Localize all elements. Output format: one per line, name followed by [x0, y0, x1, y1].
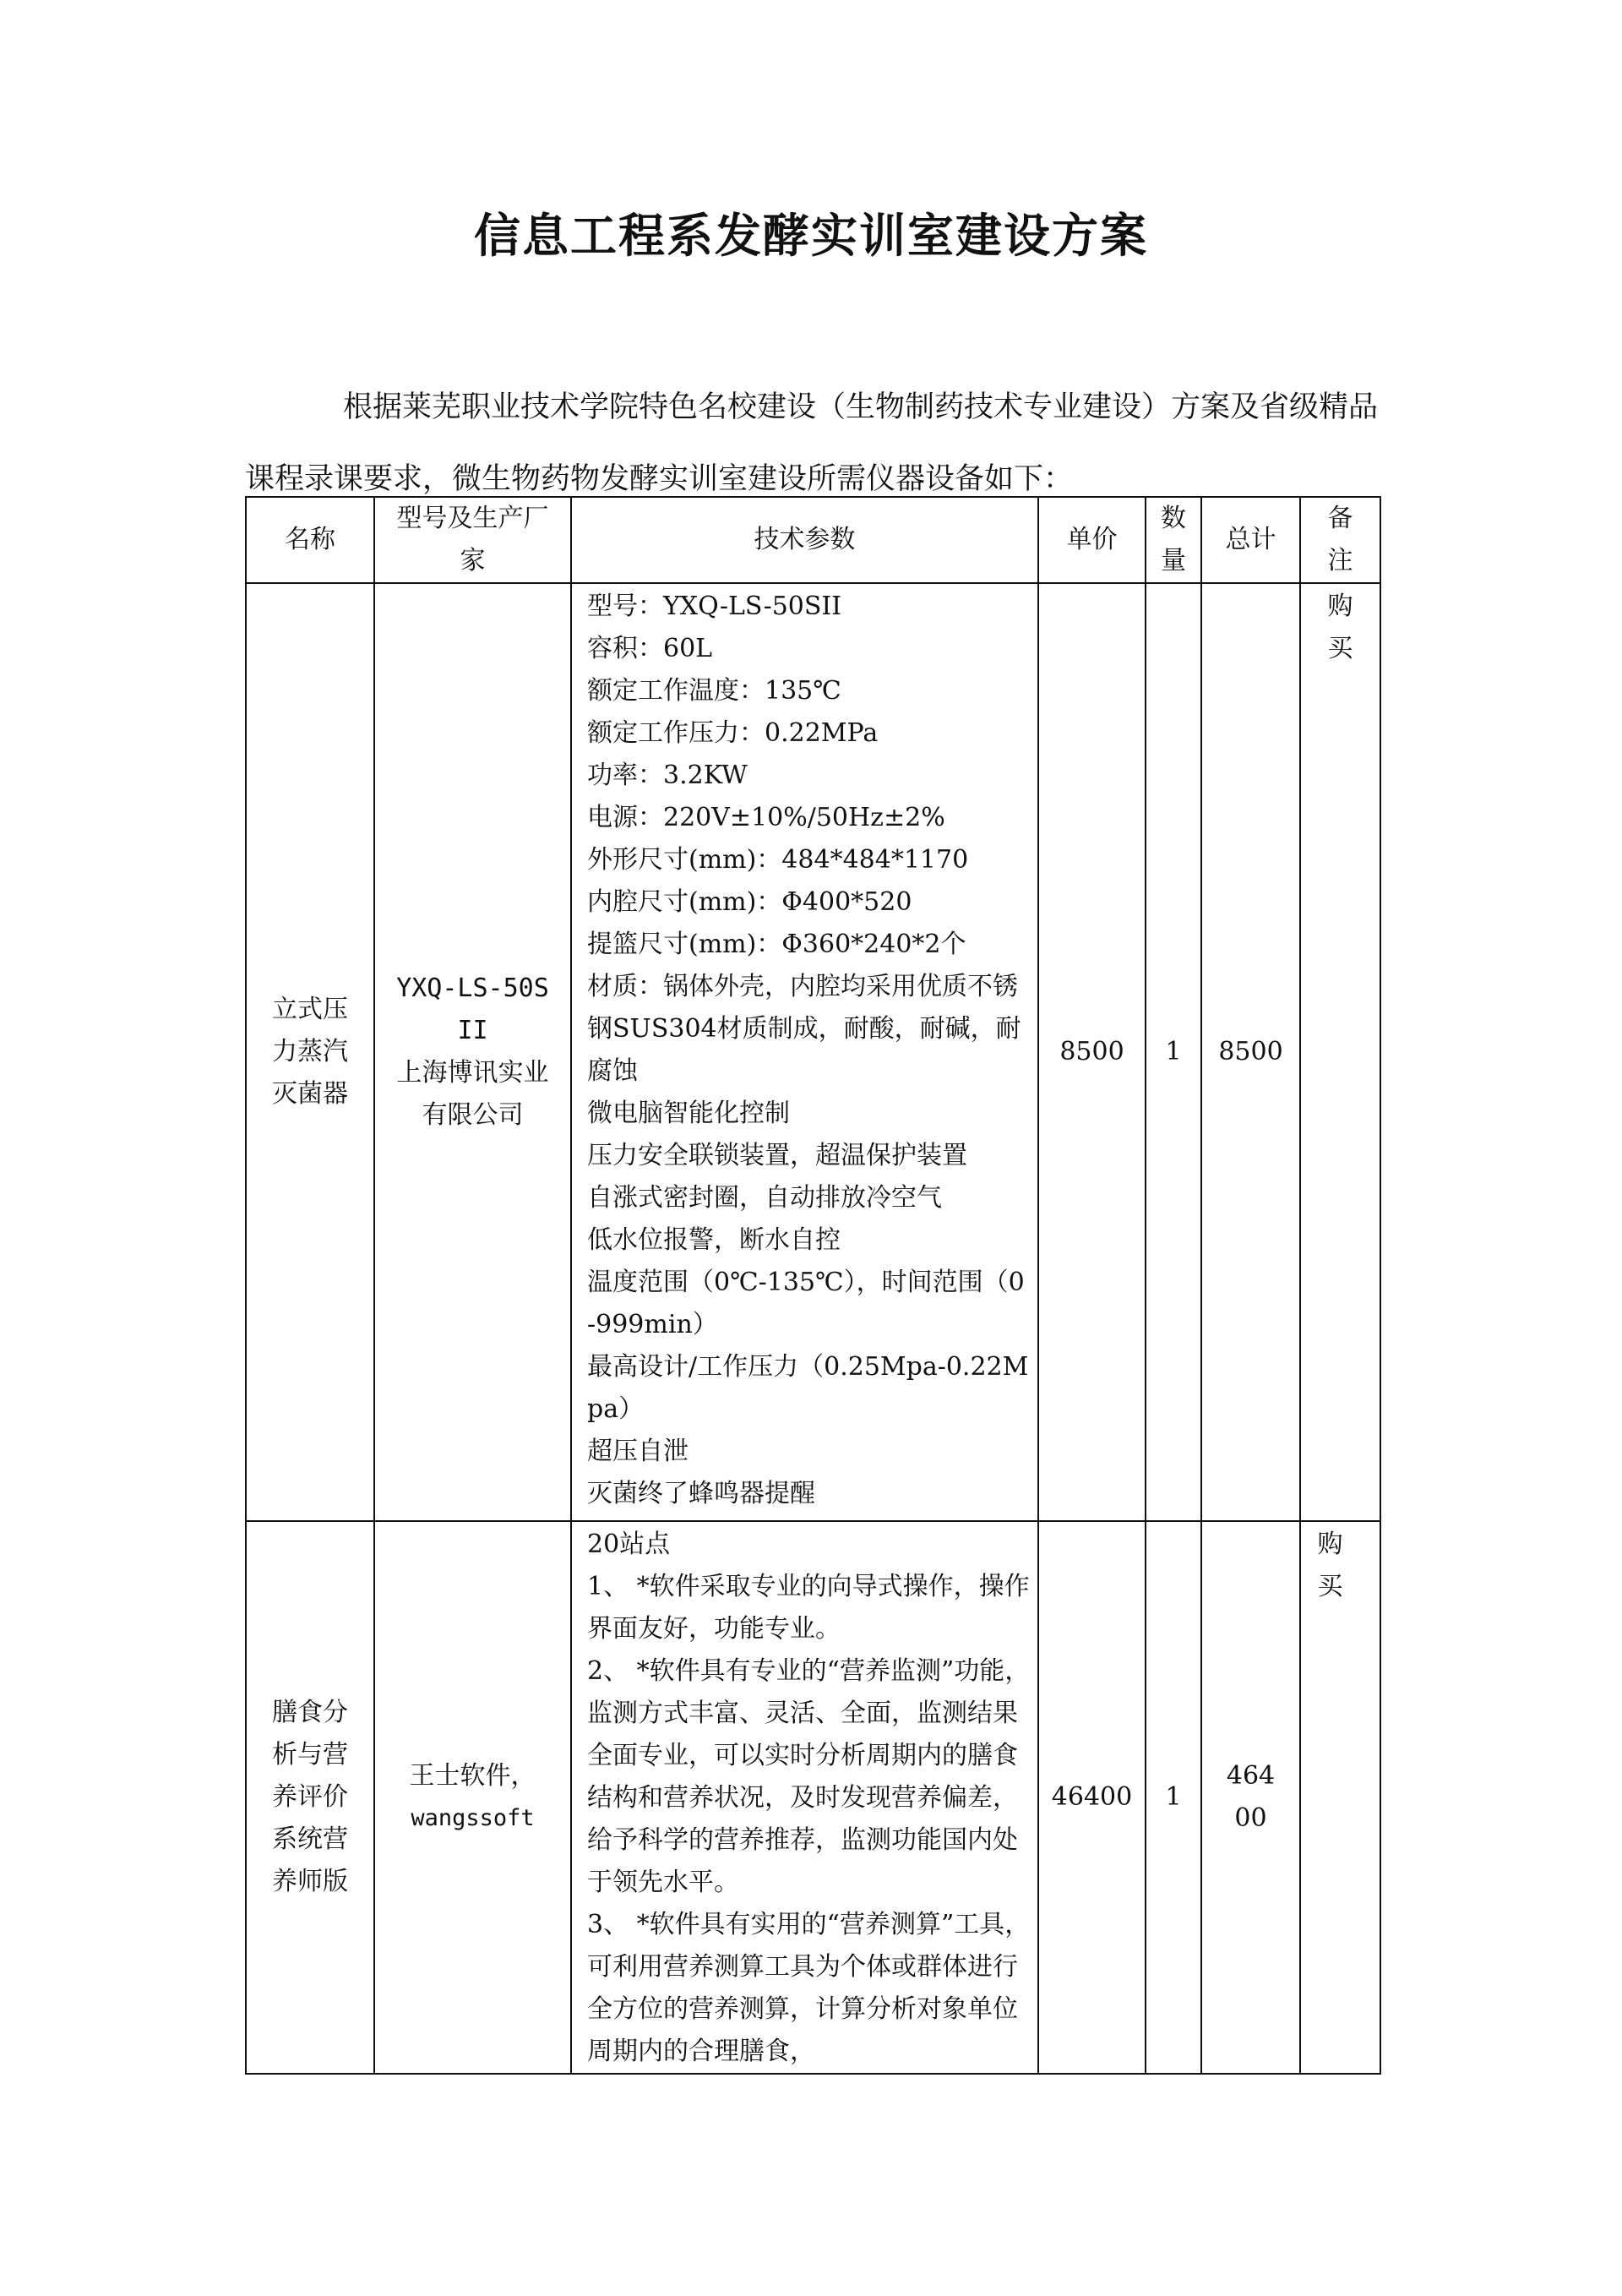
param-line: 压力安全联锁装置，超温保护装置	[587, 1141, 967, 1170]
item-maker: 上海博讯实业有限公司	[396, 1058, 549, 1130]
param-line: 微电脑智能化控制	[587, 1099, 790, 1128]
param-line: 内腔尺寸(mm)：Φ400*520	[587, 887, 912, 917]
item-name: 膳食分析与营养评价系统营养师版	[246, 1521, 374, 2074]
item-total: 8500	[1201, 583, 1300, 1521]
item-note: 购买	[1300, 1521, 1380, 2074]
table-header-row	[246, 497, 1380, 583]
intro-paragraph: 根据莱芜职业技术学院特色名校建设（生物制药技术专业建设）方案及省级精品课程录课要求，微生物药物发酵实训室建设所需仪器设备如下：	[245, 390, 1379, 496]
item-unit-price: 46400	[1038, 1521, 1146, 2074]
param-line: 最高设计/工作压力（0.25Mpa-0.22Mpa）	[587, 1352, 1029, 1424]
param-line: 3、 *软件具有实用的“营养测算”工具，可利用营养测算工具为个体或群体进行全方位的营养测算，计算分析对象单位周期内的合理膳食，	[587, 1910, 1031, 2066]
item-name: 立式压力蒸汽灭菌器	[246, 583, 374, 1521]
item-total: 46400	[1201, 1521, 1300, 2074]
param-line: 容积：60L	[587, 634, 713, 663]
header-quantity: 数量	[1146, 497, 1201, 583]
header-model: 型号及生产厂家	[374, 497, 571, 583]
item-note: 购买	[1300, 583, 1380, 1521]
header-unit-price: 单价	[1038, 497, 1146, 583]
param-line: 20站点	[587, 1530, 671, 1559]
header-note: 备注	[1300, 497, 1380, 583]
item-params	[571, 583, 1038, 1521]
item-quantity: 1	[1146, 1521, 1201, 2074]
document-title: 信息工程系发酵实训室建设方案	[473, 208, 1148, 263]
param-line: 超压自泄	[587, 1437, 689, 1466]
param-line: 功率：3.2KW	[587, 761, 748, 790]
header-name: 名称	[246, 497, 374, 583]
item-maker: wangssoft	[411, 1805, 535, 1831]
param-line: 1、 *软件采取专业的向导式操作，操作界面友好，功能专业。	[587, 1572, 1030, 1644]
item-model-number: 王士软件，	[409, 1761, 536, 1791]
param-line: 电源：220V±10%/50Hz±2%	[587, 803, 945, 832]
param-line: 温度范围（0℃-135℃），时间范围（0-999min）	[587, 1268, 1025, 1339]
item-model-number: YXQ-LS-50SII	[396, 973, 549, 1045]
param-line: 外形尺寸(mm)：484*484*1170	[587, 845, 969, 875]
item-quantity: 1	[1146, 583, 1201, 1521]
param-line: 提篮尺寸(mm)：Φ360*240*2个	[587, 930, 966, 959]
item-params	[571, 1521, 1038, 2074]
item-unit-price: 8500	[1038, 583, 1146, 1521]
item-model	[374, 1521, 571, 2074]
table-row	[246, 1521, 1380, 2074]
header-params: 技术参数	[571, 497, 1038, 583]
param-line: 材质：锅体外壳，内腔均采用优质不锈钢SUS304材质制成，耐酸，耐碱，耐腐蚀	[587, 972, 1021, 1086]
item-model	[374, 583, 571, 1521]
header-total: 总计	[1201, 497, 1300, 583]
param-line: 2、 *软件具有专业的“营养监测”功能，监测方式丰富、灵活、全面，监测结果全面专业，可以实时分析周期内的膳食结构和营养状况，及时发现营养偏差，给予科学的营养推荐，监测功能国内处于领先水平。	[587, 1656, 1031, 1897]
param-line: 额定工作温度：135℃	[587, 676, 841, 706]
param-line: 型号：YXQ-LS-50SII	[587, 592, 842, 621]
param-line: 自涨式密封圈，自动排放冷空气	[587, 1183, 942, 1213]
equipment-table	[245, 496, 1381, 2075]
param-line: 低水位报警，断水自控	[587, 1225, 841, 1255]
table-row	[246, 583, 1380, 1521]
param-line: 灭菌终了蜂鸣器提醒	[587, 1479, 815, 1508]
param-line: 额定工作压力：0.22MPa	[587, 718, 879, 748]
